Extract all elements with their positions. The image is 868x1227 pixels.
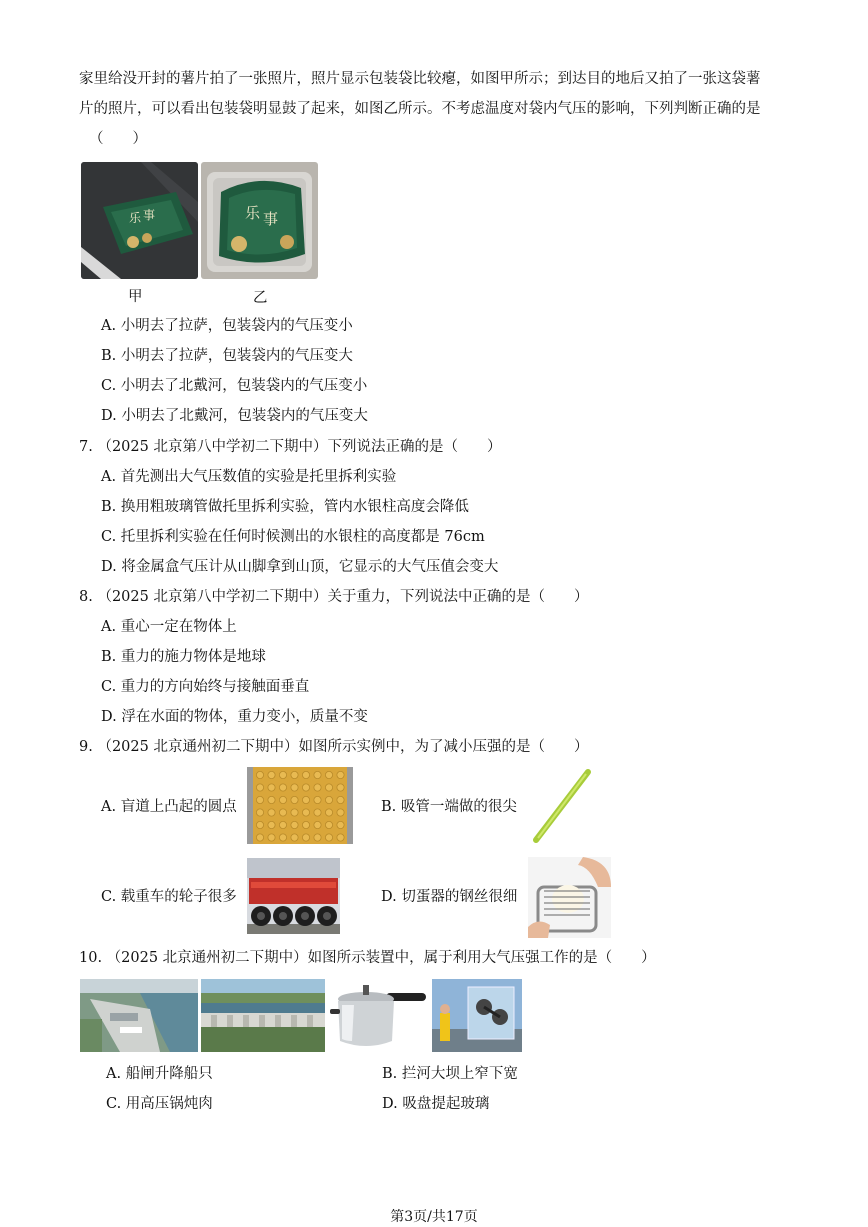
q9-stem: 9. （2025 北京通州初二下期中）如图所示实例中，为了减小压强的是（ ）: [79, 739, 589, 755]
q7-option-c: C. 托里拆利实验在任何时候测出的水银柱的高度都是 76cm: [101, 529, 485, 545]
q6-intro: [79, 64, 795, 154]
svg-text:乐: 乐: [245, 204, 261, 222]
chip-bag-puffed-photo: [201, 162, 318, 279]
q9-option-c: C. 载重车的轮子很多: [101, 889, 237, 905]
dam-photo: [201, 979, 325, 1052]
svg-text:事: 事: [143, 208, 156, 222]
q6-option-d: D. 小明去了北戴河，包装袋内的气压变大: [101, 408, 368, 424]
q7-option-d: D. 将金属盒气压计从山脚拿到山顶，它显示的大气压值会变大: [101, 559, 499, 575]
pressure-cooker-photo: [330, 979, 427, 1052]
q7-option-a: A. 首先测出大气压数值的实验是托里拆利实验: [101, 469, 397, 485]
q6-intro-line: 家里给没开封的薯片拍了一张照片，照片显示包装袋比较瘪，如图甲所示；到达目的地后又拍了一张这袋薯: [79, 71, 761, 87]
q9-option-b: B. 吸管一端做的很尖: [381, 799, 517, 815]
q6-option-a: A. 小明去了拉萨，包装袋内的气压变小: [101, 318, 353, 334]
q10-option-c: C. 用高压锅炖肉: [106, 1096, 213, 1112]
q8-option-a: A. 重心一定在物体上: [101, 619, 237, 635]
q6-option-b: B. 小明去了拉萨，包装袋内的气压变大: [101, 348, 353, 364]
q9-option-d: D. 切蛋器的钢丝很细: [381, 889, 518, 905]
q8-option-b: B. 重力的施力物体是地球: [101, 649, 266, 665]
heavy-truck-photo: [247, 858, 340, 934]
q8-stem: 8. （2025 北京第八中学初二下期中）关于重力，下列说法中正确的是（ ）: [79, 589, 589, 605]
q6-intro-line: 片的照片，可以看出包装袋明显鼓了起来，如图乙所示。不考虑温度对袋内气压的影响，下列判断正确的是: [79, 101, 761, 117]
tactile-paving-photo: [247, 767, 353, 844]
q7-option-b: B. 换用粗玻璃管做托里拆利实验，管内水银柱高度会降低: [101, 499, 469, 515]
q10-option-b: B. 拦河大坝上窄下宽: [382, 1066, 518, 1082]
egg-slicer-photo: [528, 857, 611, 938]
q7-stem: 7. （2025 北京第八中学初二下期中）下列说法正确的是（ ）: [79, 439, 502, 455]
fig-label-yi: 乙: [253, 290, 268, 306]
svg-text:事: 事: [263, 210, 279, 228]
q10-option-a: A. 船闸升降船只: [106, 1066, 213, 1082]
page-number: 第3页/共17页: [390, 1209, 478, 1225]
straw-photo: [528, 768, 596, 844]
fig-label-jia: 甲: [128, 289, 143, 305]
q10-stem: 10. （2025 北京通州初二下期中）如图所示装置中，属于利用大气压强工作的是（ ）: [79, 950, 656, 966]
q6-option-c: C. 小明去了北戴河，包装袋内的气压变小: [101, 378, 368, 394]
svg-text:乐: 乐: [129, 211, 142, 225]
q8-option-c: C. 重力的方向始终与接触面垂直: [101, 679, 310, 695]
suction-cup-glass-photo: [432, 979, 522, 1052]
chip-bag-flat-photo: [81, 162, 198, 279]
q9-option-a: A. 盲道上凸起的圆点: [101, 799, 237, 815]
q6-intro-line: （ ）: [89, 131, 147, 147]
ship-lock-photo: [80, 979, 198, 1052]
q10-option-d: D. 吸盘提起玻璃: [382, 1096, 490, 1112]
q8-option-d: D. 浮在水面的物体，重力变小，质量不变: [101, 709, 368, 725]
